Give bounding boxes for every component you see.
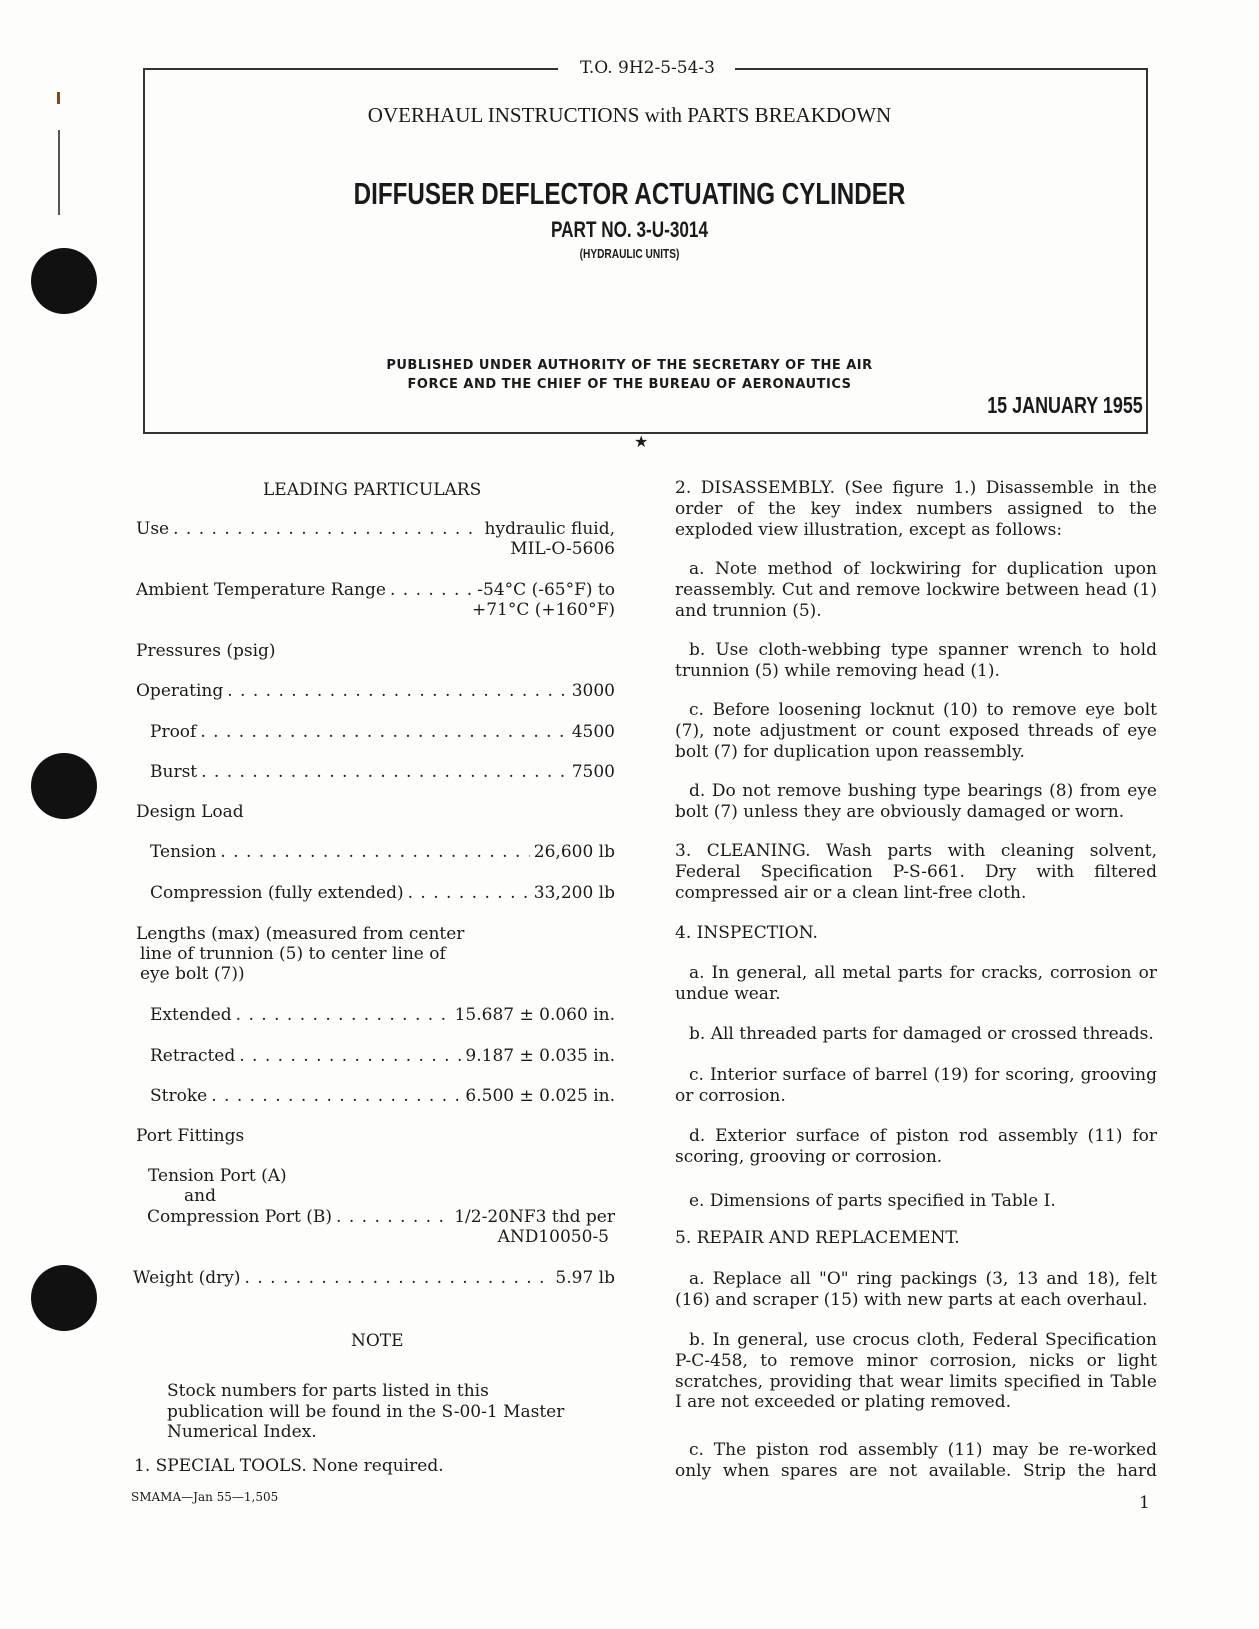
section-repair: 5. REPAIR AND REPLACEMENT.: [675, 1228, 960, 1248]
value: AND10050-5: [497, 1227, 609, 1247]
label: Compression Port (B): [147, 1207, 333, 1227]
section-disassembly: 2. DISASSEMBLY. (See figure 1.) Disassemble in the order of the key index numbers assigned to the exploded view illustration, except as follows:: [675, 478, 1157, 540]
lengths-heading: eye bolt (7)): [140, 964, 245, 984]
retracted-row: [150, 1046, 615, 1066]
tension-port-label: Tension Port (A): [148, 1166, 287, 1186]
and-label: and: [184, 1186, 216, 1206]
binder-hole: [31, 753, 97, 819]
label: Burst: [150, 762, 198, 782]
note-heading: NOTE: [351, 1331, 404, 1351]
publication-date: 15 JANUARY 1955: [987, 392, 1143, 418]
value: 1/2-20NF3 thd per: [454, 1207, 615, 1227]
compression-row: [150, 883, 615, 903]
paragraph: b. Use cloth-webbing type spanner wrench to hold trunnion (5) while removing head (1).: [675, 640, 1157, 681]
paragraph: d. Exterior surface of piston rod assembly (11) for scoring, grooving or corrosion.: [675, 1126, 1157, 1167]
special-tools: 1. SPECIAL TOOLS. None required.: [134, 1456, 444, 1476]
value: hydraulic fluid,: [484, 519, 615, 539]
paragraph: b. In general, use crocus cloth, Federal Specification P-C-458, to remove minor corrosion, nicks or light scratches, providing that wear limits specified in Table I are not exceeded or plating removed.: [675, 1330, 1157, 1413]
document-title: DIFFUSER DEFLECTOR ACTUATING CYLINDER: [353, 176, 906, 211]
ambient-row: [136, 580, 615, 600]
paragraph: c. The piston rod assembly (11) may be re-worked only when spares are not available. Strip the hard: [675, 1440, 1157, 1481]
label: Ambient Temperature Range: [136, 580, 386, 600]
value: 9.187 ± 0.035 in.: [465, 1046, 615, 1066]
margin-mark: [58, 130, 60, 215]
value: 6.500 ± 0.025 in.: [465, 1086, 615, 1106]
design-load-heading: Design Load: [136, 802, 244, 822]
authority-line: FORCE AND THE CHIEF OF THE BUREAU OF AERONAUTICS: [407, 377, 852, 392]
section-cleaning: 3. CLEANING. Wash parts with cleaning solvent, Federal Specification P-S-661. Dry with filtered compressed air or a clean lint-free cloth.: [675, 841, 1157, 903]
binder-hole: [31, 248, 97, 314]
paragraph: a. In general, all metal parts for cracks, corrosion or undue wear.: [675, 963, 1157, 1004]
label: Proof: [150, 722, 197, 742]
lengths-heading: line of trunnion (5) to center line of: [140, 944, 446, 964]
section-inspection: 4. INSPECTION.: [675, 923, 818, 943]
operating-row: [136, 681, 615, 701]
frame-top-right: [735, 68, 1148, 70]
value: 33,200 lb: [533, 883, 615, 903]
value: 3000: [571, 681, 615, 701]
lengths-heading: Lengths (max) (measured from center: [136, 924, 465, 944]
category: (HYDRAULIC UNITS): [579, 246, 680, 261]
label: Retracted: [150, 1046, 236, 1066]
value: -54°C (-65°F) to: [477, 580, 615, 600]
label: Extended: [150, 1005, 232, 1025]
page-number: 1: [1139, 1493, 1150, 1513]
use-row: [136, 519, 615, 539]
part-number: PART NO. 3-U-3014: [550, 217, 709, 242]
label: Use: [136, 519, 170, 539]
paragraph: b. All threaded parts for damaged or crossed threads.: [689, 1024, 1154, 1044]
paragraph: d. Do not remove bushing type bearings (8) from eye bolt (7) unless they are obviously damaged or worn.: [675, 781, 1157, 822]
pressures-heading: Pressures (psig): [136, 641, 276, 661]
weight-row: [133, 1268, 615, 1288]
label: Tension: [150, 842, 217, 862]
paragraph: c. Before loosening locknut (10) to remove eye bolt (7), note adjustment or count exposed threads of eye bolt (7) for duplication upon reassembly.: [675, 700, 1157, 762]
to-number: T.O. 9H2-5-54-3: [580, 58, 715, 78]
binder-hole: [31, 1265, 97, 1331]
value: 26,600 lb: [533, 842, 615, 862]
value: 4500: [571, 722, 615, 742]
value: 5.97 lb: [555, 1268, 615, 1288]
paragraph: a. Replace all "O" ring packings (3, 13 and 18), felt (16) and scraper (15) with new parts at each overhaul.: [675, 1269, 1157, 1310]
paragraph: a. Note method of lockwiring for duplication upon reassembly. Cut and remove lockwire between head (1) and trunnion (5).: [675, 559, 1157, 621]
stroke-row: [150, 1086, 615, 1106]
port-fittings-heading: Port Fittings: [136, 1126, 245, 1146]
paragraph: e. Dimensions of parts specified in Table I.: [689, 1191, 1056, 1211]
value: +71°C (+160°F): [471, 600, 615, 620]
proof-row: [150, 722, 615, 742]
value: 7500: [571, 762, 615, 782]
label: Compression (fully extended): [150, 883, 404, 903]
burst-row: [150, 762, 615, 782]
value: 15.687 ± 0.060 in.: [454, 1005, 615, 1025]
note-text: Stock numbers for parts listed in this publication will be found in the S-00-1 Master Numerical Index.: [167, 1381, 565, 1442]
star-icon: ★: [634, 432, 649, 451]
value: MIL-O-5606: [510, 539, 615, 559]
paragraph: c. Interior surface of barrel (19) for scoring, grooving or corrosion.: [675, 1065, 1157, 1106]
print-code: SMAMA—Jan 55—1,505: [131, 1490, 279, 1504]
series-title: OVERHAUL INSTRUCTIONS with PARTS BREAKDOWN: [367, 103, 892, 127]
label: Operating: [136, 681, 224, 701]
tension-row: [150, 842, 615, 862]
particulars-heading: LEADING PARTICULARS: [263, 480, 482, 500]
extended-row: [150, 1005, 615, 1025]
label: Weight (dry): [133, 1268, 241, 1288]
label: Stroke: [150, 1086, 208, 1106]
compression-port-row: [147, 1207, 615, 1227]
frame-top-left: [143, 68, 558, 70]
authority-line: PUBLISHED UNDER AUTHORITY OF THE SECRETARY OF THE AIR: [386, 358, 873, 373]
